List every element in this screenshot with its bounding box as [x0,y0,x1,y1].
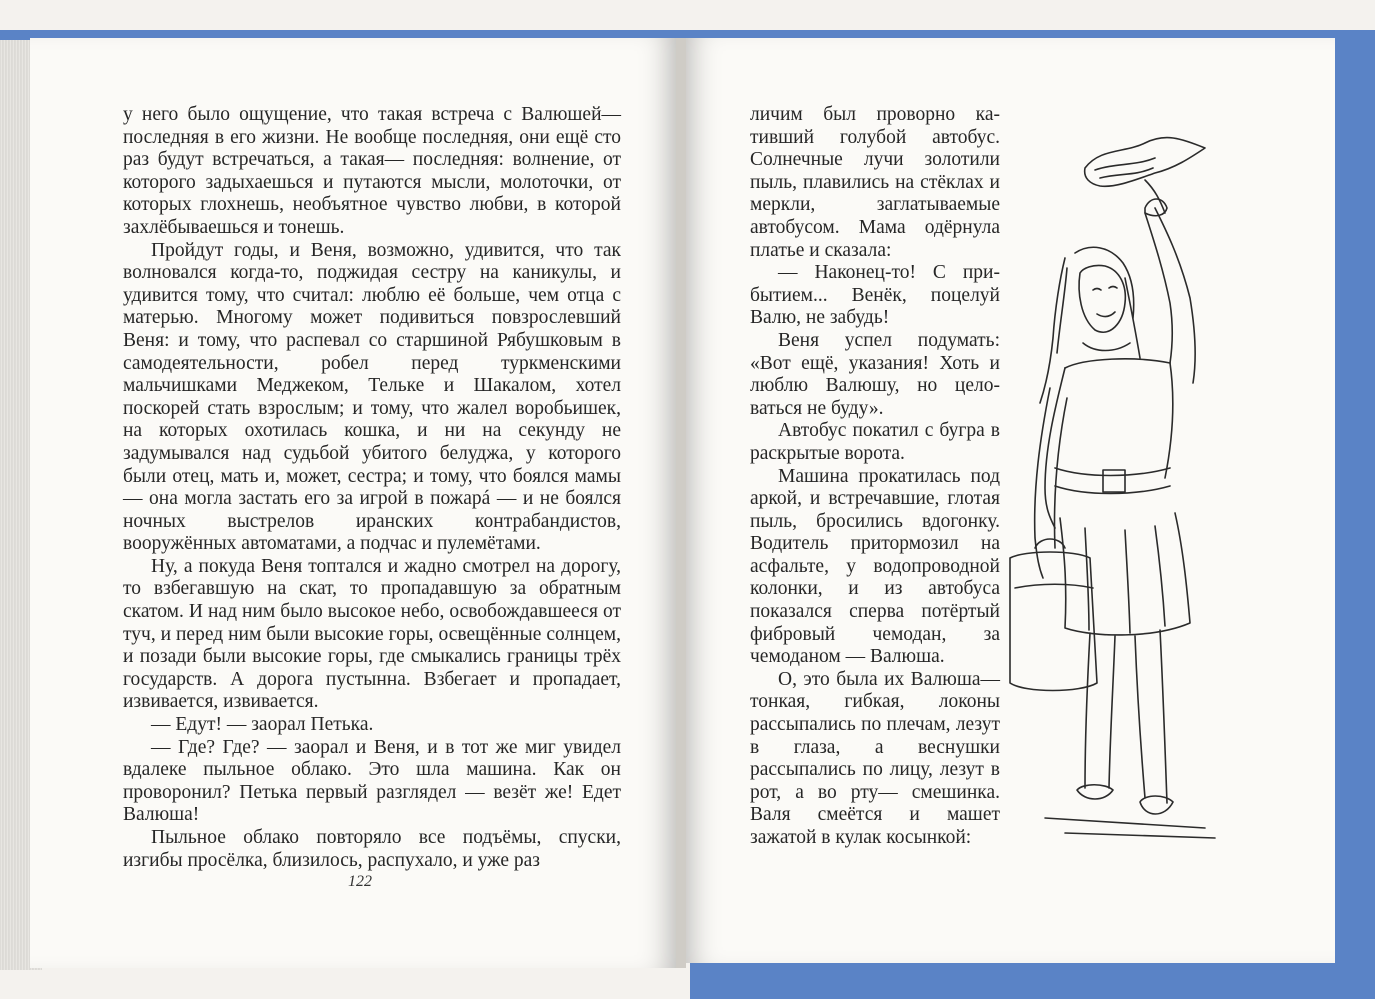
paragraph: Автобус покатил с бугра в раскрытые ворота. [750,420,1000,464]
paragraph: — Где? Где? — заорал и Веня, и в тот же миг увидел вдалеке пыльное облако. Это шла машина. Как он проворонил? Петька первый разглядел — везёт же! Едет Валюша! [123,736,621,826]
paragraph: личим был проворно кативший голубой автобус. Солнечные лучи золотили пыль, плавились на стёклах и меркли, заглатываемые автобусом. Мама одёрнула платье и сказала: [750,104,1000,261]
page-number: 122 [348,873,372,890]
paragraph: Машина прокатилась под аркой, и встречавшие, глотая пыль, бросились вдогонку. Водитель притормозил на асфальте, у водопроводной колонки, и из автобуса показался сперва потёртый фибровый чемодан, за чемоданом — Валюша. [750,465,1000,668]
illustration-girl-waving [1005,118,1245,878]
left-page-text [123,104,621,872]
paragraph: О, это была их Валюша—тонкая, гибкая, локоны рассыпались по плечам, лезут в глаза, а веснушки рассыпались по лицу, лезут в рот, а во рту— смешинка. Валя смеётся и машет зажатой в кулак косынкой: [750,668,1000,848]
book-gutter [676,38,686,968]
paragraph: Веня успел подумать: «Вот ещё, указания! Хоть и люблю Валюшу, но целоваться не буду». [750,329,1000,419]
paragraph: Пыльное облако повторяло все подъёмы, спуски, изгибы просёлка, близилось, распухало, и уже раз [123,827,621,871]
paragraph: Пройдут годы, и Веня, возможно, удивится, что так волновался когда-то, поджидая сестру на каникулы, и удивится тому, что считал: люблю её больше, чем отца с матерью. Многому может подивиться повзрослевший Веня: и тому, что распевал со старшиной Рябушковым в самодеятельности, робел перед туркменскими мальчишками Меджеком, Тельке и Шакалом, хотел поскорей стать взрослым; и тому, что жалел воробьишек, на которых охотилась кошка, и ни на секунду не задумывался над судьбой убитого белуджа, у которого были отец, мать и, может, сестра; и тому, что боялся мамы — она могла застать его за игрой в пожарá — и не боялся ночных выстрелов иранских контрабандистов, вооружённых автоматами, а подчас и пулемётами. [123,239,621,555]
paragraph: Ну, а покуда Веня топтался и жадно смотрел на дорогу, то взбегавшую на скат, то пропадавшую за обратным скатом. И над ним было высокое небо, освобождавшееся от туч, и перед ним были высокие горы, освещённые солнцем, и позади были высокие горы, где смыкались границы трёх государств. А дорога пустынна. Взбегает и пропадает, извивается, извивается. [123,555,621,713]
right-page-text [750,104,1000,850]
paragraph: — Едут! — заорал Петька. [151,714,374,736]
paragraph: у него было ощущение, что такая встреча с Валюшей— последняя в его жизни. Не вообще последняя, они ещё сто раз будут встречаться, а такая— последняя: волнение, от которого задыхаешься и путаются мысли, молоточки, от которых глохнешь, необъятное чувство любви, в которой захлёбываешься и тонешь. [123,104,621,238]
paragraph: — Наконец-то! С прибытием... Венёк, поцелуй Валю, не забудь! [750,262,1000,329]
